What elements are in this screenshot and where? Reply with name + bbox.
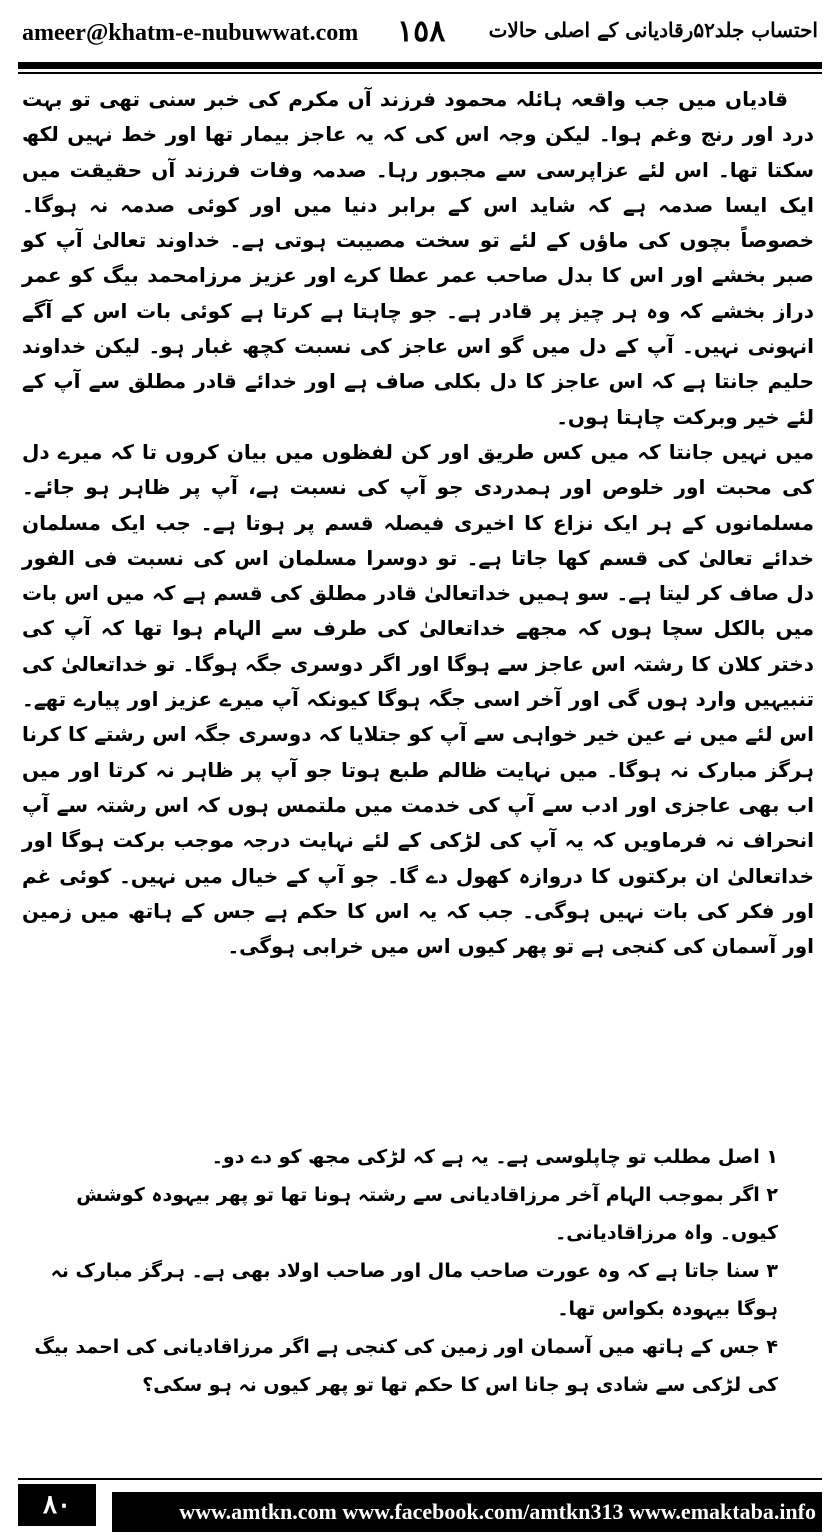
footnote: ۳ سنا جاتا ہے کہ وہ عورت صاحب مال اور صاحب اولاد بھی ہے۔ ہرگز مبارک نہ ہوگا بیہودہ بکواس تھا۔ — [50, 1260, 778, 1320]
body-paragraph: قادیاں میں جب واقعہ ہائلہ محمود فرزند آں مکرم کی خبر سنی تھی تو بہت درد اور رنج وغم ہوا۔ لیکن وجہ اس کی کہ یہ عاجز بیمار تھا اور خط نہیں لکھ سکتا تھا۔ اس لئے عزاپرسی سے مجبور رہا۔ صدمہ وفات فرزند آں حقیقت میں ایک ایسا صدمہ ہے کہ شاید اس کے برابر دنیا میں اور کوئی صدمہ نہ ہوگا۔ خصوصاً بچوں کی ماؤں کے لئے تو سخت مصیبت ہوتی ہے۔ خداوند تعالیٰ آپ کو صبر بخشے اور اس کا بدل صاحب عمر عطا کرے اور عزیز مرزامحمد بیگ کو عمر دراز بخشے کہ وہ ہر چیز پر قادر ہے۔ جو چاہتا ہے کرتا ہے کوئی بات اس کے آگے انہونی نہیں۔ آپ کے دل میں گو اس عاجز کی نسبت کچھ غبار ہو۔ لیکن خداوند حلیم جانتا ہے کہ اس عاجز کا دل بکلی صاف ہے اور خدائے قادر مطلق سے آپ کے لئے خیر وبرکت چاہتا ہوں۔ — [22, 87, 814, 429]
footer-rule — [18, 1478, 822, 1480]
header-page-number: ١٥٨ — [397, 14, 446, 49]
footnotes — [22, 1138, 814, 1404]
header-rule-thick — [18, 62, 822, 69]
footer-page-number: ٨٠ — [18, 1484, 96, 1526]
page-footer — [18, 1484, 822, 1534]
header-rule-thin — [18, 72, 822, 74]
page-header — [22, 14, 818, 58]
header-book-title: احتساب جلد۵۲رقادیانی کے اصلی حالات — [488, 18, 818, 42]
footnote: ۱ اصل مطلب تو چاپلوسی ہے۔ یہ ہے کہ لڑکی مجھ کو دے دو۔ — [211, 1146, 778, 1168]
footnote: ۴ جس کے ہاتھ میں آسمان اور زمین کی کنجی ہے اگر مرزاقادیانی کی احمد بیگ کی لڑکی سے شادی ہو جانا اس کا حکم تھا تو پھر کیوں نہ ہو سکی؟ — [34, 1336, 778, 1396]
body-paragraph: میں نہیں جانتا کہ میں کس طریق اور کن لفظوں میں بیان کروں تا کہ میرے دل کی محبت اور خلوص اور ہمدردی جو آپ کی نسبت ہے، آپ پر ظاہر ہو جائے۔ مسلمانوں کے ہر ایک نزاع کا اخیری فیصلہ قسم پر ہوتا ہے۔ جب ایک مسلمان خدائے تعالیٰ کی قسم کھا جاتا ہے۔ تو دوسرا مسلمان اس کی نسبت فی الفور دل صاف کر لیتا ہے۔ سو ہمیں خداتعالیٰ قادر مطلق کی قسم ہے کہ میں اس بات میں بالکل سچا ہوں کہ مجھے خداتعالیٰ کی طرف سے الہام ہوا تھا کہ آپ کی دختر کلان کا رشتہ اس عاجز سے ہوگا اور اگر دوسری جگہ ہوگا۔ تو خداتعالیٰ کی تنبیہیں وارد ہوں گی اور آخر اسی جگہ ہوگا کیونکہ آپ میرے عزیز اور پیارے تھے۔ اس لئے میں نے عین خیر خواہی سے آپ کو جتلایا کہ دوسری جگہ اس رشتے کا کرنا ہرگز مبارک نہ ہوگا۔ میں نہایت ظالم طبع ہوتا جو آپ پر ظاہر نہ کرتا اور میں اب بھی عاجزی اور ادب سے آپ کی خدمت میں ملتمس ہوں کہ اس رشتہ سے آپ انحراف نہ فرماویں کہ یہ آپ کی لڑکی کے لئے نہایت درجہ موجب برکت ہوگا اور خداتعالیٰ ان برکتوں کا دروازہ کھول دے گا۔ جو آپ کے خیال میں نہیں۔ کوئی غم اور فکر کی بات نہیں ہوگی۔ جب کہ یہ اس کا حکم ہے جس کے ہاتھ میں زمین اور آسمان کی کنجی ہے تو پھر کیوں اس میں خرابی ہوگی۔ — [22, 439, 814, 959]
page-body — [22, 82, 814, 964]
header-email: ameer@khatm-e-nubuwwat.com — [22, 20, 359, 46]
footer-urls: www.amtkn.com www.facebook.com/amtkn313 www.emaktaba.info — [112, 1492, 822, 1532]
footnote: ۲ اگر بموجب الہام آخر مرزاقادیانی سے رشتہ ہونا تھا تو پھر بیہودہ کوشش کیوں۔ واہ مرزاقادیانی۔ — [76, 1184, 778, 1244]
